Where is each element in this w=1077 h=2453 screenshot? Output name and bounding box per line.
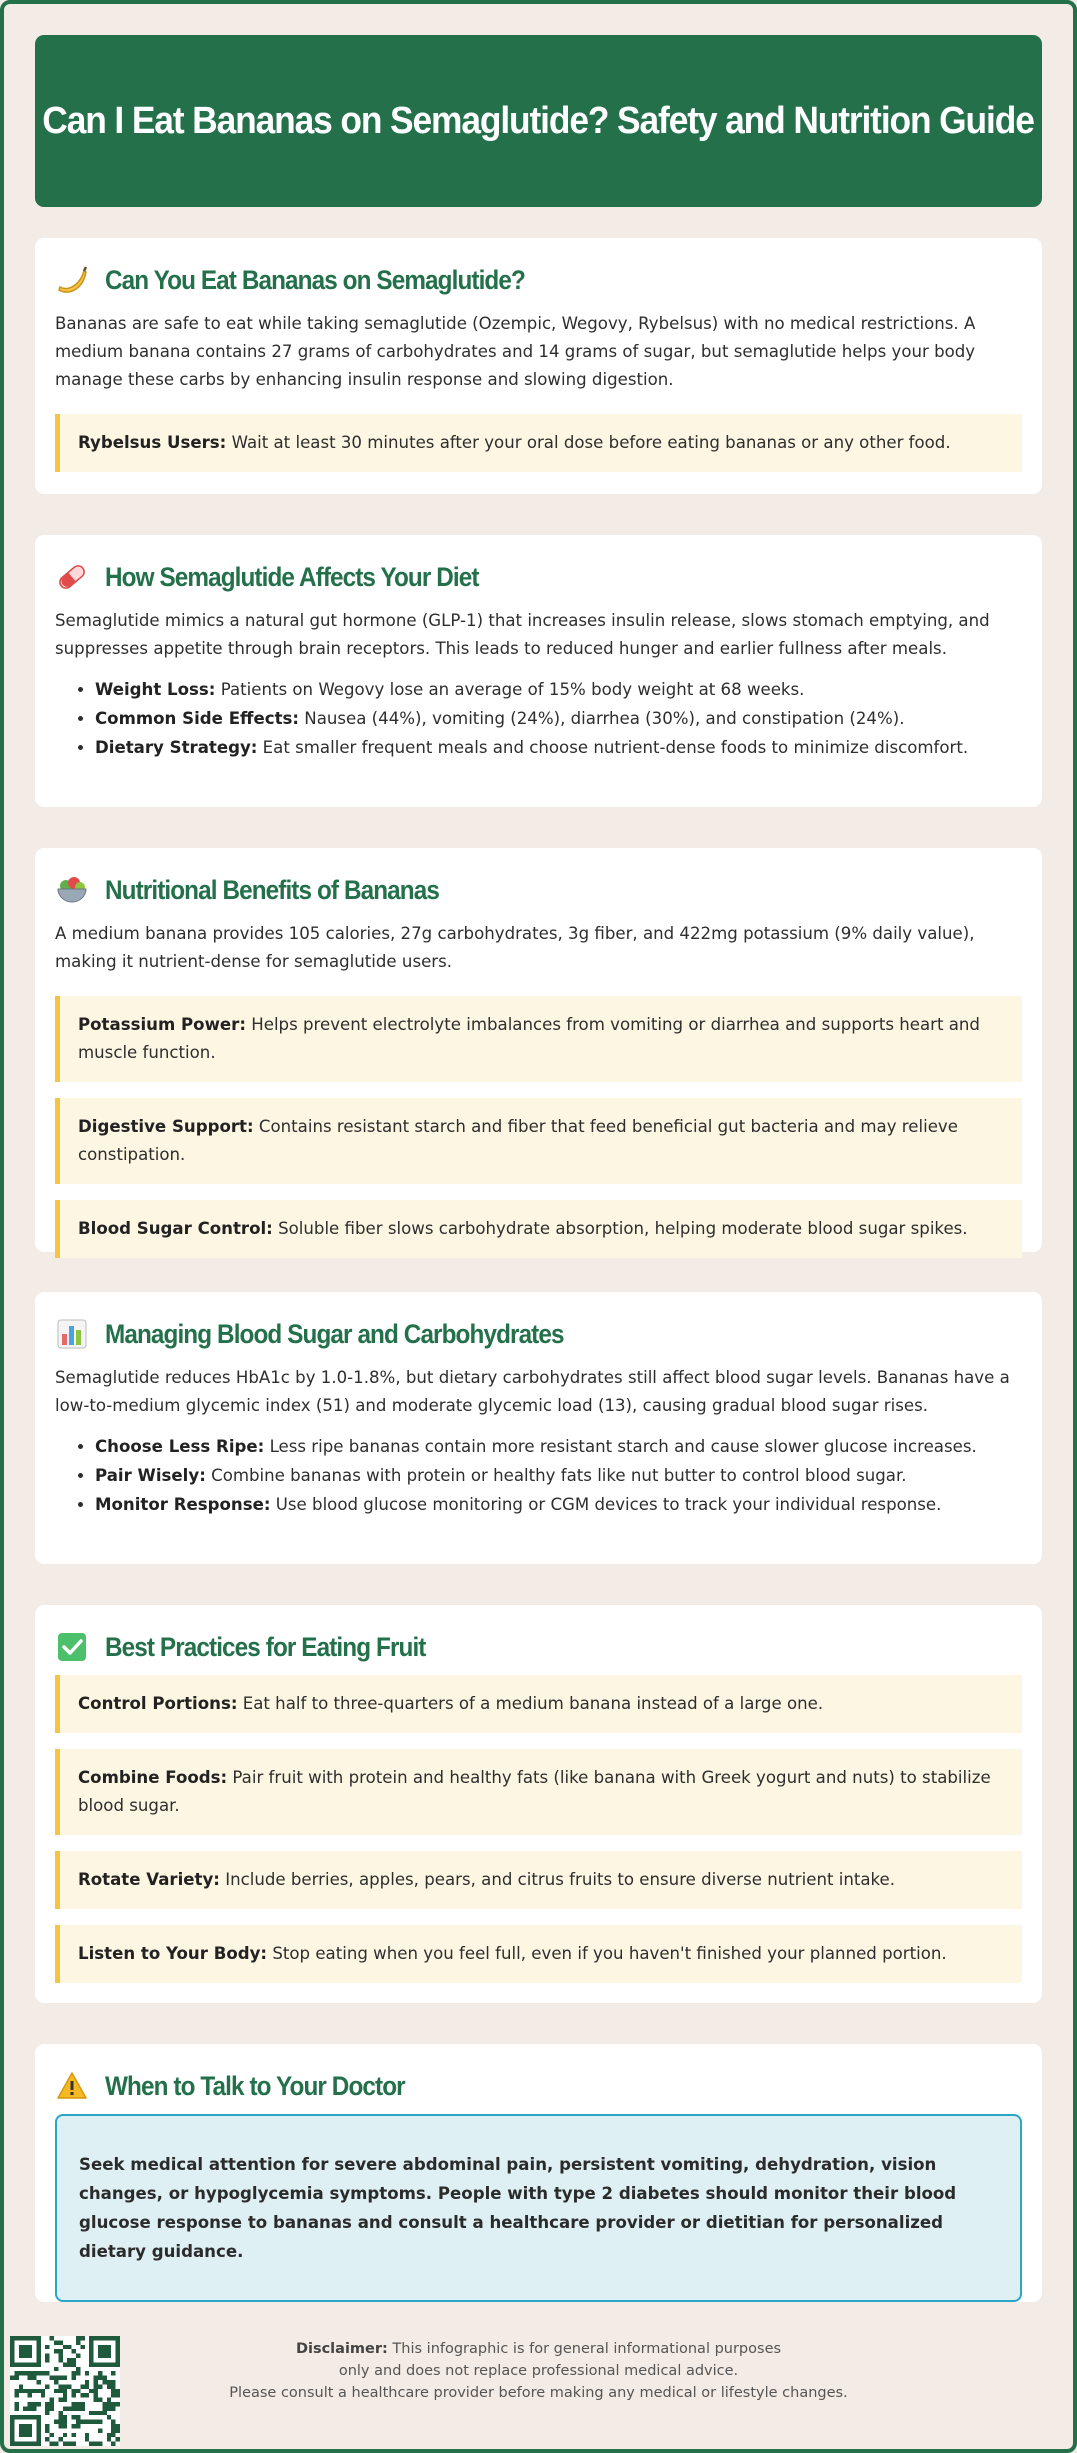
section-heading-row <box>55 1627 1022 1667</box>
note-label: Digestive Support: <box>78 1117 254 1136</box>
item-text: Use blood glucose monitoring or CGM devices to track your individual response. <box>270 1495 942 1514</box>
note-label: Rotate Variety: <box>78 1870 220 1889</box>
note-label: Rybelsus Users: <box>78 433 227 452</box>
note-text: Pair fruit with protein and healthy fats (like banana with Greek yogurt and nuts) to stabilize blood sugar. <box>78 1768 991 1815</box>
practice-note <box>55 1851 1022 1909</box>
section-benefits <box>35 848 1042 1252</box>
item-label: Weight Loss: <box>95 680 216 699</box>
check-mark-icon <box>55 1630 89 1664</box>
blood-sugar-bullet-list <box>55 1432 1022 1519</box>
list-item <box>95 733 1022 762</box>
item-label: Dietary Strategy: <box>95 738 258 757</box>
disclaimer-line-3: Please consult a healthcare provider before making any medical or lifestyle changes. <box>229 2385 848 2401</box>
pill-icon <box>55 560 89 594</box>
item-text: Less ripe bananas contain more resistant starch and cause slower glucose increases. <box>264 1437 977 1456</box>
item-text: Patients on Wegovy lose an average of 15% body weight at 68 weeks. <box>215 680 805 699</box>
note-text: Eat half to three-quarters of a medium banana instead of a large one. <box>237 1694 824 1713</box>
item-text: Combine bananas with protein or healthy fats like nut butter to control blood sugar. <box>205 1466 907 1485</box>
footer-disclaimer <box>0 2338 1077 2404</box>
section-practices <box>35 1605 1042 2003</box>
item-text: Nausea (44%), vomiting (24%), diarrhea (30%), and constipation (24%). <box>299 709 905 728</box>
item-text: Eat smaller frequent meals and choose nutrient-dense foods to minimize discomfort. <box>257 738 969 757</box>
list-item <box>95 1432 1022 1461</box>
disclaimer-line-2: only and does not replace professional medical advice. <box>338 2363 739 2379</box>
warning-icon <box>55 2069 89 2103</box>
note-text: Wait at least 30 minutes after your oral dose before eating bananas or any other food. <box>226 433 951 452</box>
note-text: Stop eating when you feel full, even if you haven't finished your planned portion. <box>267 1944 947 1963</box>
disclaimer-line-1: This infographic is for general informational purposes <box>387 2341 782 2357</box>
note-label: Control Portions: <box>78 1694 238 1713</box>
note-label: Combine Foods: <box>78 1768 228 1787</box>
item-label: Monitor Response: <box>95 1495 271 1514</box>
note-label: Potassium Power: <box>78 1015 246 1034</box>
item-label: Common Side Effects: <box>95 709 300 728</box>
section-heading: Managing Blood Sugar and Carbohydrates <box>105 1318 564 1349</box>
section-heading: Best Practices for Eating Fruit <box>105 1631 426 1662</box>
section-heading: Nutritional Benefits of Bananas <box>105 874 439 905</box>
note-text: Contains resistant starch and fiber that feed beneficial gut bacteria and may relieve constipation. <box>78 1117 958 1164</box>
list-item <box>95 675 1022 704</box>
bar-chart-icon <box>55 1317 89 1351</box>
section-text: Semaglutide mimics a natural gut hormone (GLP-1) that increases insulin release, slows stomach emptying, and suppresses appetite through brain receptors. This leads to reduced hunger and earlier fullness after meals. <box>55 611 990 658</box>
section-can-eat <box>35 238 1042 494</box>
benefit-note <box>55 1098 1022 1184</box>
benefit-note <box>55 996 1022 1082</box>
list-item <box>95 1461 1022 1490</box>
section-text: Semaglutide reduces HbA1c by 1.0-1.8%, but dietary carbohydrates still affect blood sugar levels. Bananas have a low-to-medium glycemic index (51) and moderate glycemic load (13), causing gradual blood sugar rises. <box>55 1368 1010 1415</box>
section-diet <box>35 535 1042 807</box>
list-item <box>95 704 1022 733</box>
item-label: Pair Wisely: <box>95 1466 206 1485</box>
practice-note <box>55 1749 1022 1835</box>
section-blood-sugar <box>35 1292 1042 1564</box>
section-heading-row <box>55 870 1022 910</box>
diet-bullet-list <box>55 675 1022 762</box>
banana-icon <box>55 263 89 297</box>
doctor-alert-box: Seek medical attention for severe abdominal pain, persistent vomiting, dehydration, vision changes, or hypoglycemia symptoms. People with type 2 diabetes should monitor their blood glucose response to bananas and consult a healthcare provider or dietitian for personalized dietary guidance. <box>55 2114 1022 2302</box>
note-label: Blood Sugar Control: <box>78 1219 273 1238</box>
section-heading-row <box>55 557 1022 597</box>
note-text: Soluble fiber slows carbohydrate absorption, helping moderate blood sugar spikes. <box>272 1219 968 1238</box>
section-doctor <box>35 2044 1042 2302</box>
section-heading-row <box>55 260 1022 300</box>
note-label: Listen to Your Body: <box>78 1944 268 1963</box>
salad-bowl-icon <box>55 873 89 907</box>
practice-note <box>55 1675 1022 1733</box>
section-text: Bananas are safe to eat while taking semaglutide (Ozempic, Wegovy, Rybelsus) with no medical restrictions. A medium banana contains 27 grams of carbohydrates and 14 grams of sugar, but semaglutide helps your body manage these carbs by enhancing insulin response and slowing digestion. <box>55 314 976 389</box>
section-text: A medium banana provides 105 calories, 27g carbohydrates, 3g fiber, and 422mg potassium (9% daily value), making it nutrient-dense for semaglutide users. <box>55 924 975 971</box>
section-heading: How Semaglutide Affects Your Diet <box>105 561 479 592</box>
disclaimer-label: Disclaimer: <box>295 2341 388 2357</box>
note-text: Helps prevent electrolyte imbalances from vomiting or diarrhea and supports heart and muscle function. <box>78 1015 980 1062</box>
rybelsus-note <box>55 414 1022 472</box>
page-header <box>35 35 1042 207</box>
item-label: Choose Less Ripe: <box>95 1437 265 1456</box>
note-text: Include berries, apples, pears, and citrus fruits to ensure diverse nutrient intake. <box>219 1870 896 1889</box>
section-heading: Can You Eat Bananas on Semaglutide? <box>105 264 525 295</box>
section-heading: When to Talk to Your Doctor <box>105 2070 405 2101</box>
page-title: Can I Eat Bananas on Semaglutide? Safety and Nutrition Guide <box>42 99 1035 142</box>
benefit-note <box>55 1200 1022 1258</box>
list-item <box>95 1490 1022 1519</box>
practice-note <box>55 1925 1022 1983</box>
section-heading-row <box>55 1314 1022 1354</box>
section-heading-row <box>55 2066 1022 2106</box>
